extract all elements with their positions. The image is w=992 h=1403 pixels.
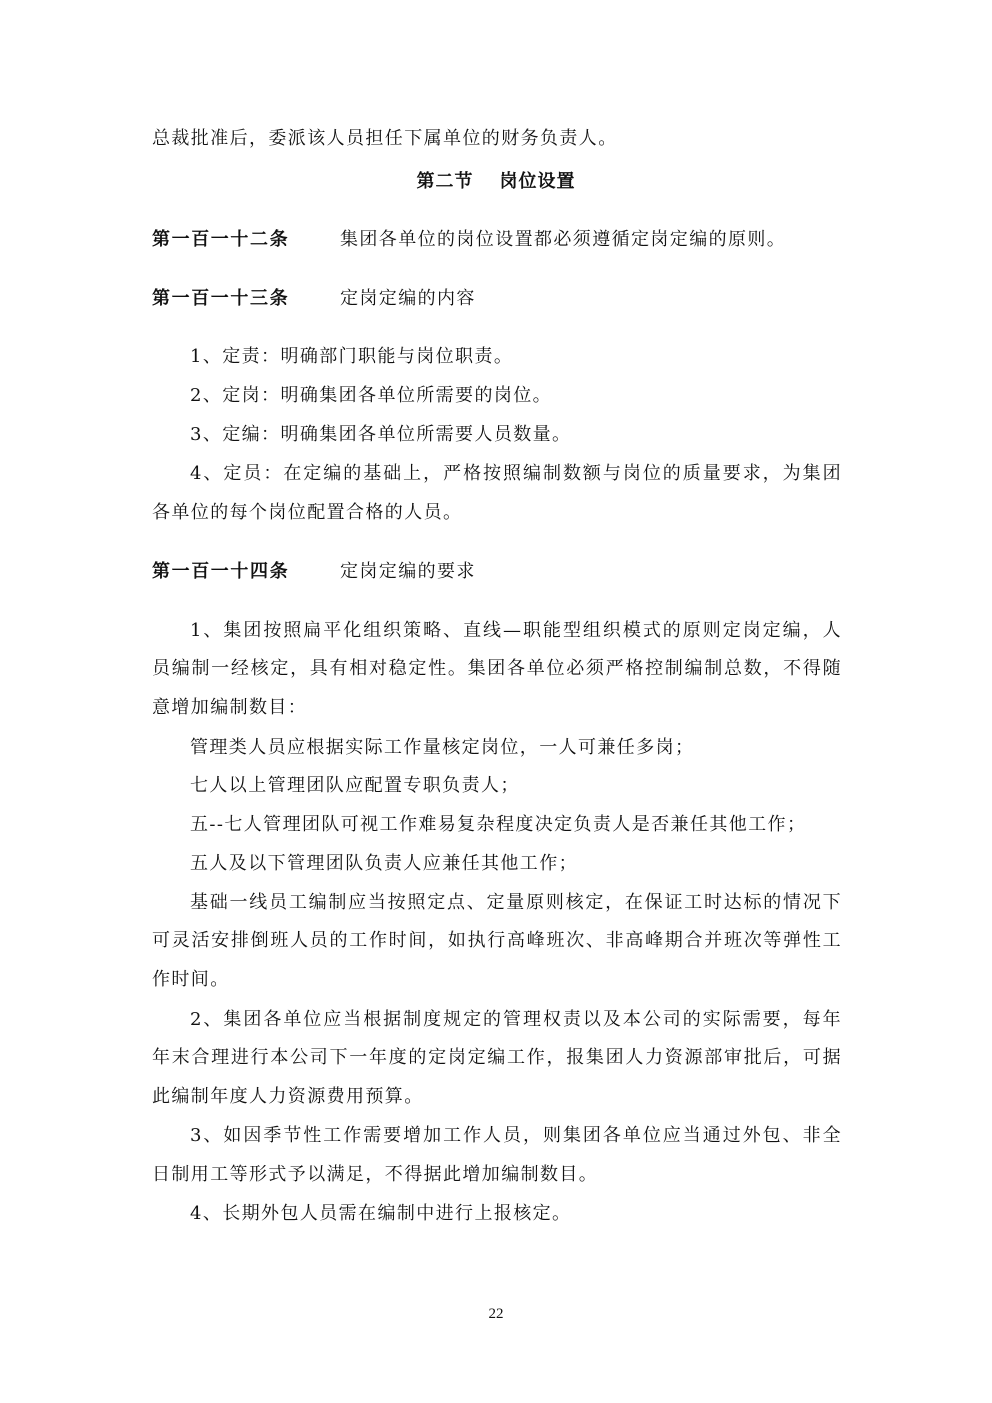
paragraph-line: 管理类人员应根据实际工作量核定岗位，一人可兼任多岗； (190, 737, 695, 758)
paragraph-line: 七人以上管理团队应配置专职负责人； (190, 775, 520, 796)
article-113 (152, 287, 476, 311)
list-item: 1、定责：明确部门职能与岗位职责。 (190, 346, 514, 367)
article-text: 定岗定编的要求 (340, 561, 476, 582)
list-item: 2、定岗：明确集团各单位所需要的岗位。 (190, 385, 553, 406)
section-title: 岗位设置 (499, 171, 576, 192)
article-text: 集团各单位的岗位设置都必须遵循定岗定编的原则。 (340, 229, 787, 250)
paragraph-line: 五人及以下管理团队负责人应兼任其他工作； (190, 853, 578, 874)
article-label: 第一百一十二条 (152, 229, 290, 250)
article-label: 第一百一十三条 (152, 288, 290, 309)
paragraph-line: 1、集团按照扁平化组织策略、直线—职能型组织模式的原则定岗定编，人 (190, 620, 842, 641)
paragraph-line: 员编制一经核定，具有相对稳定性。集团各单位必须严格控制编制总数，不得随 (152, 658, 842, 679)
article-label: 第一百一十四条 (152, 561, 290, 582)
paragraph-line: 可灵活安排倒班人员的工作时间，如执行高峰班次、非高峰期合并班次等弹性工 (152, 930, 842, 951)
continuation-paragraph: 总裁批准后，委派该人员担任下属单位的财务负责人。 (152, 128, 618, 149)
page-number: 22 (488, 1306, 504, 1322)
section-number: 第二节 (416, 171, 474, 192)
list-item: 4、定员：在定编的基础上，严格按照编制数额与岗位的质量要求，为集团 (190, 463, 842, 484)
paragraph-line: 年末合理进行本公司下一年度的定岗定编工作，报集团人力资源部审批后，可据 (152, 1047, 842, 1068)
paragraph-line: 意增加编制数目： (152, 697, 308, 718)
list-item: 3、定编：明确集团各单位所需要人员数量。 (190, 424, 572, 445)
article-text: 定岗定编的内容 (340, 288, 476, 309)
paragraph-line: 作时间。 (152, 969, 230, 990)
paragraph-line: 基础一线员工编制应当按照定点、定量原则核定，在保证工时达标的情况下 (190, 892, 842, 913)
article-114 (152, 560, 476, 584)
list-item-continuation: 各单位的每个岗位配置合格的人员。 (152, 502, 463, 523)
paragraph-line: 日制用工等形式予以满足，不得据此增加编制数目。 (152, 1164, 599, 1185)
section-heading (0, 170, 992, 194)
article-112 (152, 228, 786, 252)
paragraph-line: 五--七人管理团队可视工作难易复杂程度决定负责人是否兼任其他工作； (190, 814, 807, 835)
paragraph-line: 4、长期外包人员需在编制中进行上报核定。 (190, 1203, 572, 1224)
paragraph-line: 2、集团各单位应当根据制度规定的管理权责以及本公司的实际需要，每年 (190, 1009, 842, 1030)
paragraph-line: 此编制年度人力资源费用预算。 (152, 1086, 424, 1107)
paragraph-line: 3、如因季节性工作需要增加工作人员，则集团各单位应当通过外包、非全 (190, 1125, 842, 1146)
